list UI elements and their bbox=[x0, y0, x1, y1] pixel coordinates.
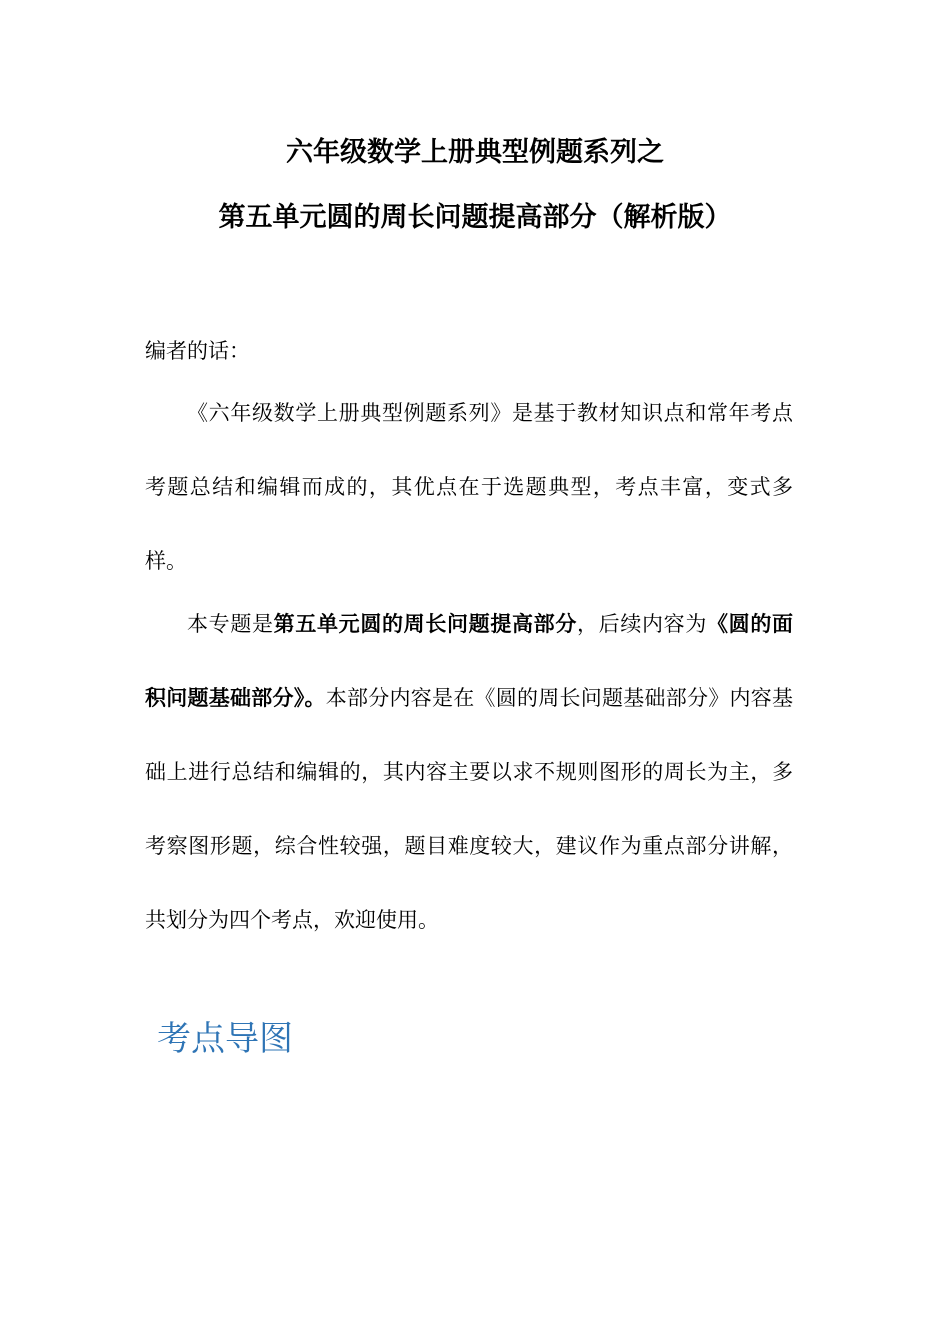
topic-paragraph-rest: 本部分内容是在《圆的周长问题基础部分》内容基础上进行总结和编辑的，其内容主要以求不规则图形的周长为主，多考察图形题，综合性较强，题目难度较大，建议作为重点部分讲解，共划分为四个考点，欢迎使用。 bbox=[145, 686, 793, 932]
topic-paragraph-lead: 本专题是 bbox=[187, 612, 274, 636]
next-topic-bold: 《圆的面积问题基础部分》。 bbox=[145, 612, 794, 710]
intro-paragraph: 《六年级数学上册典型例题系列》是基于教材知识点和常年考点考题总结和编辑而成的，其优点在于选题典型，考点丰富，变式多样。 bbox=[145, 401, 793, 573]
topic-name-bold: 第五单元圆的周长问题提高部分 bbox=[273, 612, 578, 636]
topic-paragraph-middle: ，后续内容为 bbox=[577, 612, 708, 636]
document-title-line-1: 六年级数学上册典型例题系列之 bbox=[286, 137, 664, 168]
editor-note-label: 编者的话： bbox=[145, 339, 250, 363]
topic-paragraph bbox=[145, 587, 793, 957]
document-title-line-2: 第五单元圆的周长问题提高部分（解析版） bbox=[218, 202, 732, 233]
section-heading-mindmap: 考点导图 bbox=[157, 1019, 293, 1059]
